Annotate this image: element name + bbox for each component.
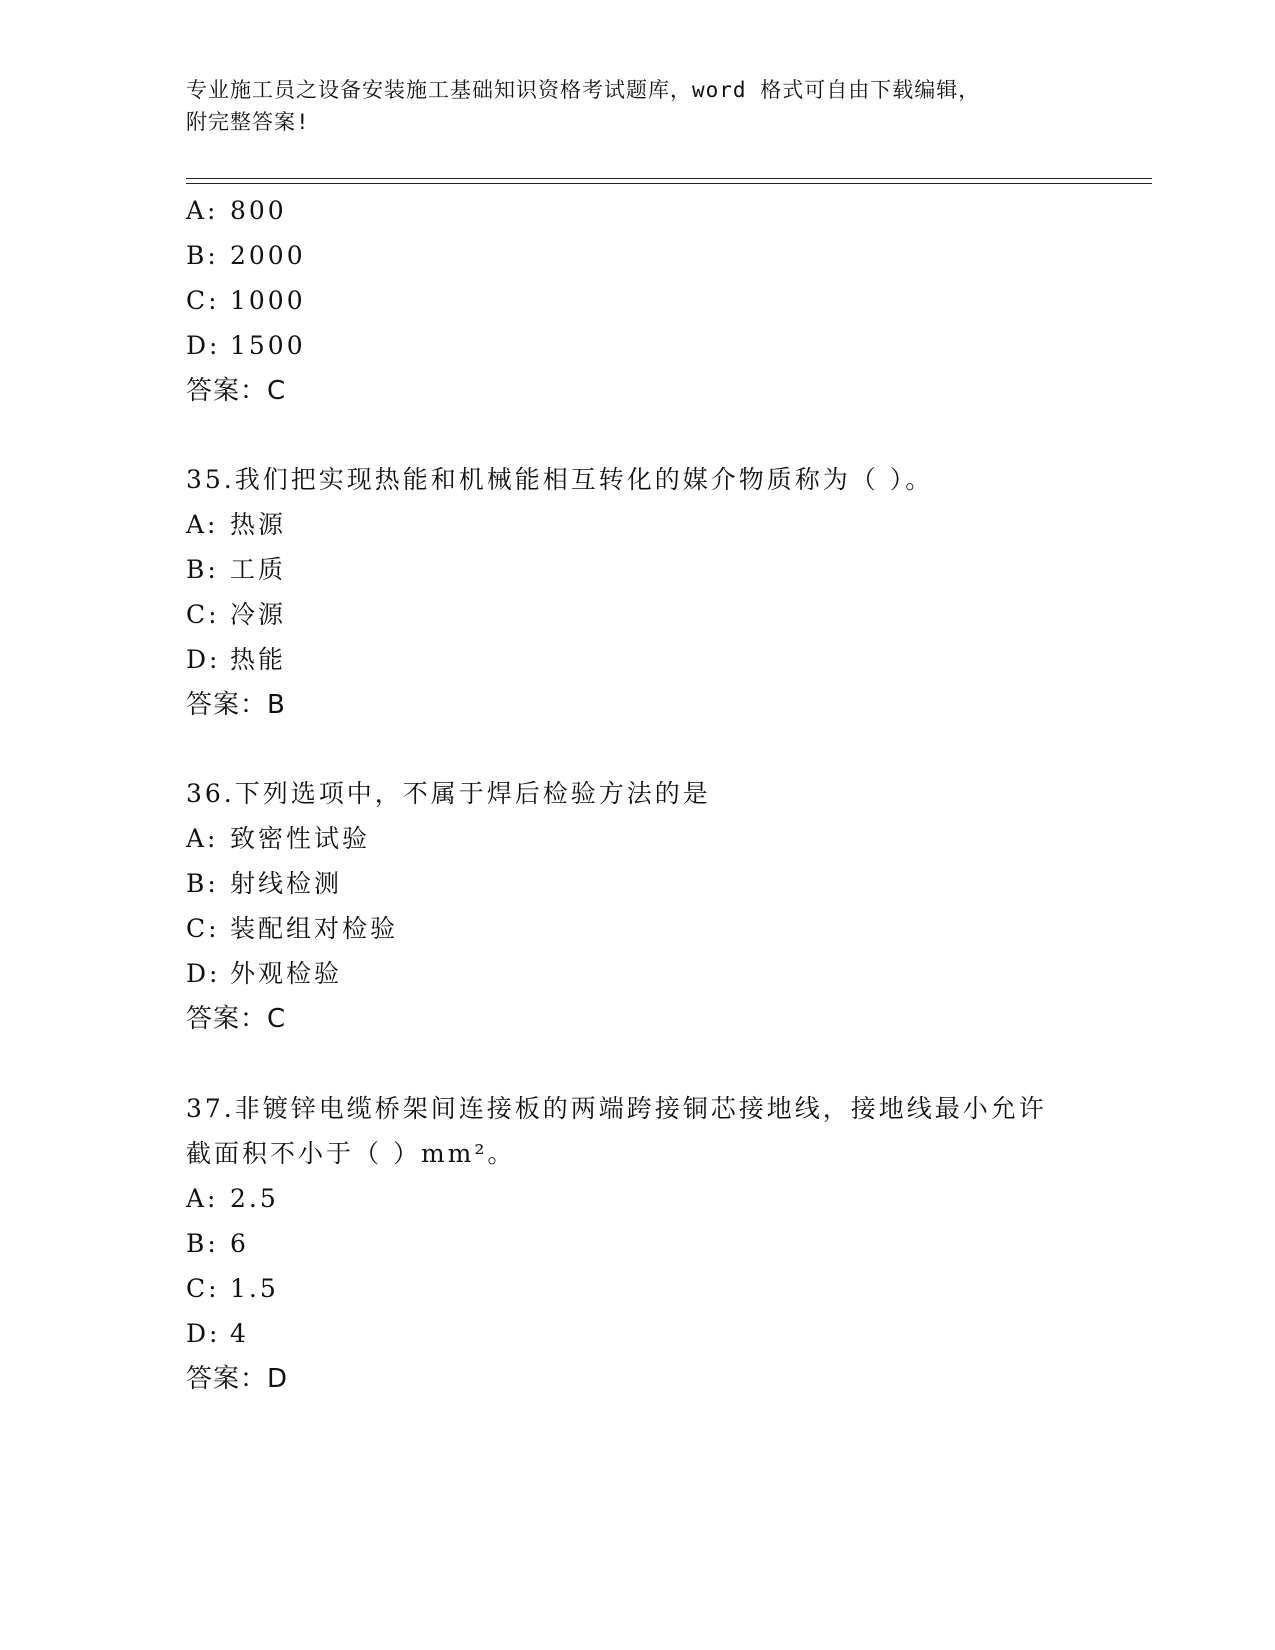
q36-option-c — [186, 913, 398, 945]
q36-option-a — [186, 823, 370, 855]
q35-option-b — [186, 554, 286, 586]
option-text: 装配组对检验 — [230, 914, 399, 943]
option-text: 射线检测 — [230, 869, 343, 898]
option-label: D: — [186, 959, 221, 988]
option-text: 1000 — [230, 286, 306, 315]
document-header — [186, 74, 1086, 138]
option-label: A: — [186, 196, 219, 225]
q35-question: 35.我们把实现热能和机械能相互转化的媒介物质称为（ ）。 — [186, 465, 934, 494]
q37-option-b — [186, 1228, 249, 1260]
q37-option-c — [186, 1273, 279, 1305]
option-text: 1.5 — [230, 1274, 279, 1303]
q37-question-line-1: 37.非镀锌电缆桥架间连接板的两端跨接铜芯接地线，接地线最小允许 — [186, 1094, 1047, 1123]
option-text: 800 — [230, 196, 287, 225]
q36-question: 36.下列选项中，不属于焊后检验方法的是 — [186, 779, 711, 808]
option-label: D: — [186, 645, 221, 674]
q37-option-d — [186, 1318, 249, 1350]
q35-answer: 答案：B — [186, 690, 286, 720]
option-text: 4 — [230, 1319, 249, 1348]
q34-option-a — [186, 195, 287, 227]
header-divider-top — [186, 178, 1152, 179]
option-text: 致密性试验 — [230, 824, 371, 853]
option-text: 冷源 — [230, 600, 287, 629]
option-label: B: — [186, 555, 219, 584]
option-label: C: — [186, 286, 220, 315]
q37-question-line-2: 截面积不小于（ ）mm²。 — [186, 1139, 516, 1168]
header-line-2: 附完整答案! — [186, 110, 310, 134]
option-label: A: — [186, 1184, 219, 1213]
option-label: C: — [186, 1274, 220, 1303]
option-text: 热源 — [230, 510, 287, 539]
q36-answer: 答案：C — [186, 1004, 287, 1034]
option-text: 外观检验 — [230, 959, 343, 988]
option-text: 2000 — [230, 241, 306, 270]
option-text: 2.5 — [230, 1184, 279, 1213]
option-text: 6 — [230, 1229, 249, 1258]
header-line-1: 专业施工员之设备安装施工基础知识资格考试题库，word 格式可自由下载编辑， — [186, 78, 981, 102]
q35-option-d — [186, 644, 286, 676]
option-label: C: — [186, 600, 220, 629]
option-text: 工质 — [230, 555, 287, 584]
option-label: D: — [186, 1319, 221, 1348]
q34-option-c — [186, 285, 306, 317]
q35-option-c — [186, 599, 286, 631]
option-label: A: — [186, 510, 219, 539]
q34-option-d — [186, 330, 306, 362]
q35-option-a — [186, 509, 286, 541]
option-label: B: — [186, 1229, 219, 1258]
option-label: D: — [186, 331, 221, 360]
option-text: 1500 — [230, 331, 306, 360]
q36-option-b — [186, 868, 342, 900]
q37-option-a — [186, 1183, 279, 1215]
header-divider-bottom — [186, 183, 1152, 184]
q37-answer: 答案：D — [186, 1364, 289, 1394]
q34-answer: 答案：C — [186, 376, 287, 406]
q34-option-b — [186, 240, 306, 272]
option-label: B: — [186, 241, 219, 270]
option-text: 热能 — [230, 645, 287, 674]
option-label: B: — [186, 869, 219, 898]
option-label: A: — [186, 824, 219, 853]
q36-option-d — [186, 958, 342, 990]
option-label: C: — [186, 914, 220, 943]
